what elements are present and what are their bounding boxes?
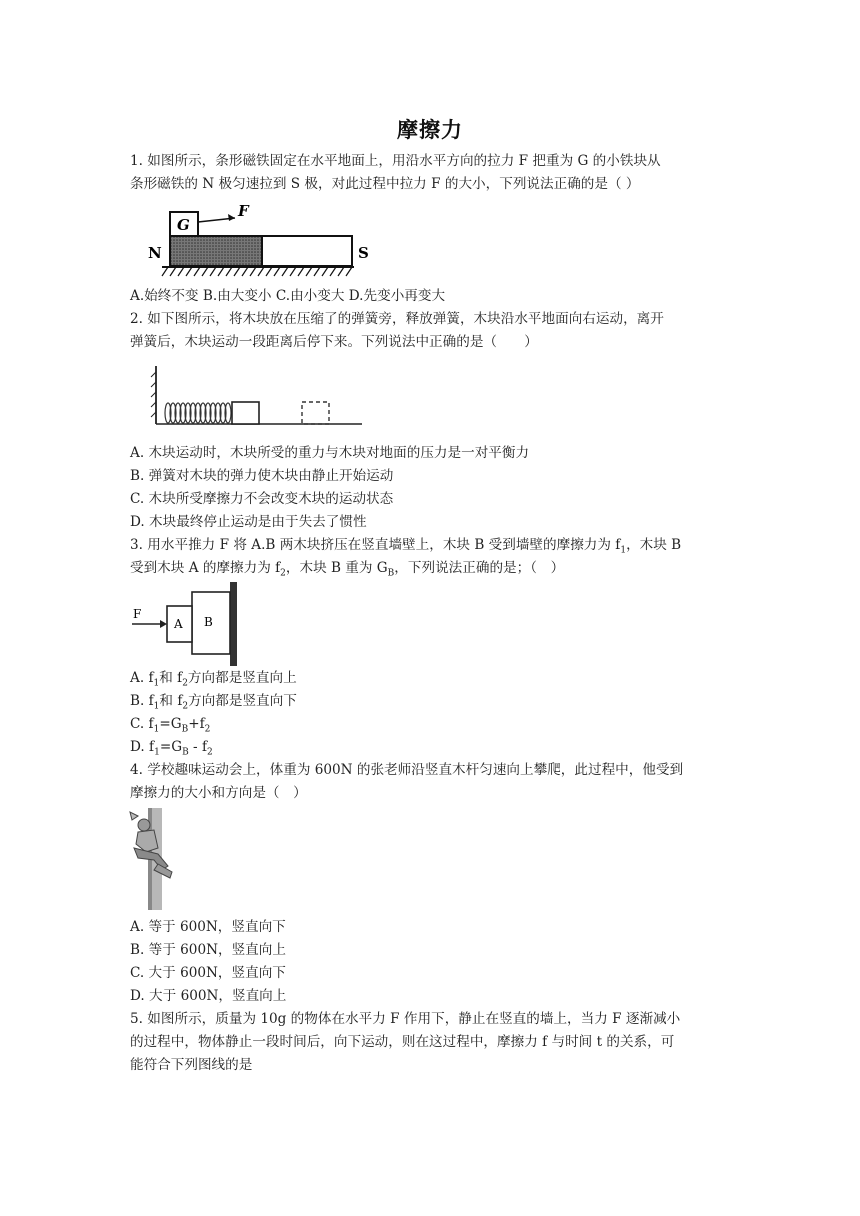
- spring: [165, 403, 231, 423]
- q2-stem-line-1: 2. 如下图所示，将木块放在压缩了的弹簧旁，释放弹簧，木块沿水平地面向右运动，离开: [130, 311, 664, 327]
- q4-option-a: A. 等于 600N，竖直向下: [130, 919, 286, 935]
- q4-stem-line-1: 4. 学校趣味运动会上，体重为 600N 的张老师沿竖直木杆匀速向上攀爬，此过程中，他受到: [130, 762, 684, 778]
- q5-stem-line-1: 5. 如图所示，质量为 10g 的物体在水平力 F 作用下，静止在竖直的墙上，当力 F 逐渐减小: [130, 1011, 681, 1027]
- ground-hatching: [162, 267, 352, 276]
- wood-block: [232, 402, 259, 424]
- q2-option-c: C. 木块所受摩擦力不会改变木块的运动状态: [130, 491, 394, 507]
- q3-blocks-figure: [130, 580, 250, 670]
- q1-options: A.始终不变 B.由大变小 C.由小变大 D.先变小再变大: [130, 288, 446, 304]
- q4-option-d: D. 大于 600N，竖直向上: [130, 988, 287, 1004]
- q1-stem-line-2: 条形磁铁的 N 极匀速拉到 S 极，对此过程中拉力 F 的大小，下列说法正确的是（ ）: [130, 176, 640, 192]
- q2-stem-line-2: 弹簧后，木块运动一段距离后停下来。下列说法中正确的是（ ）: [130, 334, 538, 350]
- q3-option-d: D. $f_1=G_B - f_2$: [130, 739, 213, 758]
- page-title: 摩擦力: [397, 118, 463, 142]
- label-b: B: [204, 615, 213, 629]
- q4-stem-line-2: 摩擦力的大小和方向是（ ）: [130, 785, 307, 801]
- q4-option-b: B. 等于 600N，竖直向上: [130, 942, 286, 958]
- magnet-s-half: [262, 236, 352, 266]
- wood-block-final-position: [302, 402, 329, 424]
- q1-magnet-figure: [140, 200, 380, 280]
- q2-spring-figure: [150, 362, 370, 432]
- label-f: F: [133, 607, 142, 621]
- q5-stem-line-2: 的过程中，物体静止一段时间后，向下运动，则在这过程中，摩擦力 f 与时间 t 的关系，可: [130, 1034, 675, 1050]
- q1-stem-line-1: 1. 如图所示，条形磁铁固定在水平地面上，用沿水平方向的拉力 F 把重为 G 的小铁块从: [130, 153, 661, 169]
- q3-option-b: B. $f_1$和 $f_2$方向都是竖直向下: [130, 693, 297, 712]
- q3-option-c: C. $f_1=G_B+f_2$: [130, 716, 211, 735]
- q2-option-b: B. 弹簧对木块的弹力使木块由静止开始运动: [130, 468, 394, 484]
- q4-option-c: C. 大于 600N，竖直向下: [130, 965, 286, 981]
- label-s: S: [358, 244, 369, 262]
- label-n: N: [148, 244, 162, 262]
- q2-option-a: A. 木块运动时，木块所受的重力与木块对地面的压力是一对平衡力: [130, 445, 530, 461]
- wall: [230, 582, 237, 666]
- label-g: G: [177, 216, 190, 234]
- magnet-n-half: [170, 236, 262, 266]
- label-f: F: [238, 202, 249, 220]
- q5-stem-line-3: 能符合下列图线的是: [130, 1057, 253, 1073]
- q3-stem-line-2: 受到木块 A 的摩擦力为 $f_2$，木块 B 重为 $G_B$，下列说法正确的是；（ ）: [130, 560, 565, 579]
- label-a: A: [174, 617, 183, 631]
- q2-option-d: D. 木块最终停止运动是由于失去了惯性: [130, 514, 367, 530]
- q3-option-a: A. $f_1$和 $f_2$方向都是竖直向上: [130, 670, 297, 689]
- q3-stem-line-1: 3. 用水平推力 F 将 A.B 两木块挤压在竖直墙壁上，木块 B 受到墙壁的摩擦力为 $f_1$，木块 B: [130, 537, 682, 556]
- q4-climber-figure: [128, 808, 188, 910]
